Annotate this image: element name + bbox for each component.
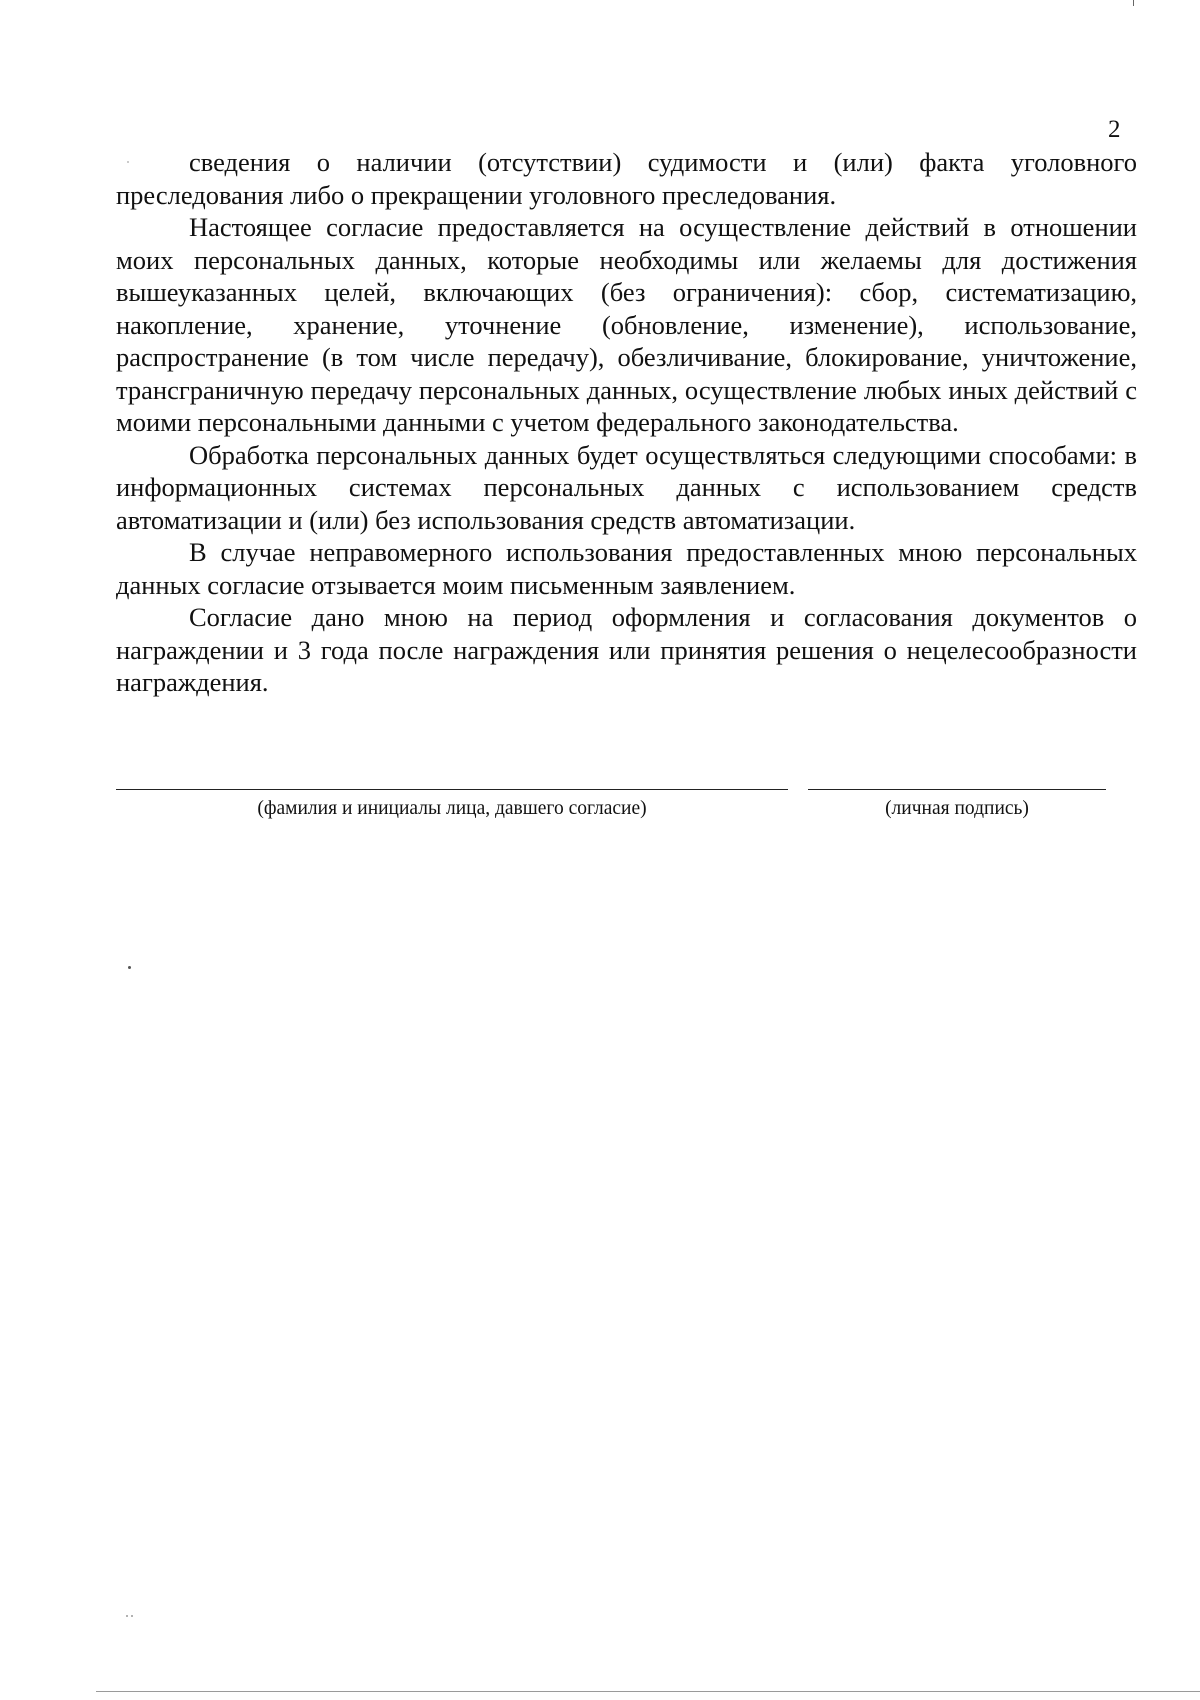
scan-speck (128, 966, 131, 969)
scan-artifact (1133, 0, 1134, 6)
name-caption: (фамилия и инициалы лица, давшего согласие) (257, 798, 647, 819)
paragraph-criminal-record: сведения о наличии (отсутствии) судимости и (или) факта уголовного преследования либо о прекращении уголовного преследования. (116, 147, 1137, 210)
paragraph-processing-methods: Обработка персональных данных будет осуществляться следующими способами: в информационных системах персональных данных с использованием средств автоматизации и (или) без использования средств автоматизации. (116, 439, 1137, 535)
scan-speck (126, 1615, 128, 1617)
scan-speck (127, 161, 129, 163)
paragraph-revocation: В случае неправомерного использования предоставленных мною персональных данных согласие отзывается моим письменным заявлением. (116, 537, 1137, 600)
name-signature-line (116, 789, 788, 790)
scan-edge-line (96, 1691, 1200, 1692)
page-number: 2 (1108, 116, 1121, 143)
paragraph-consent-actions: Настоящее согласие предоставляется на осуществление действий в отношении моих персональных данных, которые необходимы или желаемы для достижения вышеуказанных целей, включающих (без ограничения): сбор, систематизацию, накопление, хранение, уточнение (обновление, изменение), использование, распространение (в том числе передачу), обезличивание, блокирование, уничтожение, трансграничную передачу персональных данных, осуществление любых иных действий с моими персональными данными с учетом федерального законодательства. (116, 212, 1137, 437)
paragraph-consent-period: Согласие дано мною на период оформления и согласования документов о награждении и 3 года после награждения или принятия решения о нецелесообразности награждения. (116, 602, 1137, 697)
signature-caption: (личная подпись) (885, 798, 1029, 819)
scan-speck (131, 1615, 133, 1617)
signature-block (116, 789, 1106, 839)
personal-signature-line (808, 789, 1106, 790)
document-body (116, 146, 1137, 699)
